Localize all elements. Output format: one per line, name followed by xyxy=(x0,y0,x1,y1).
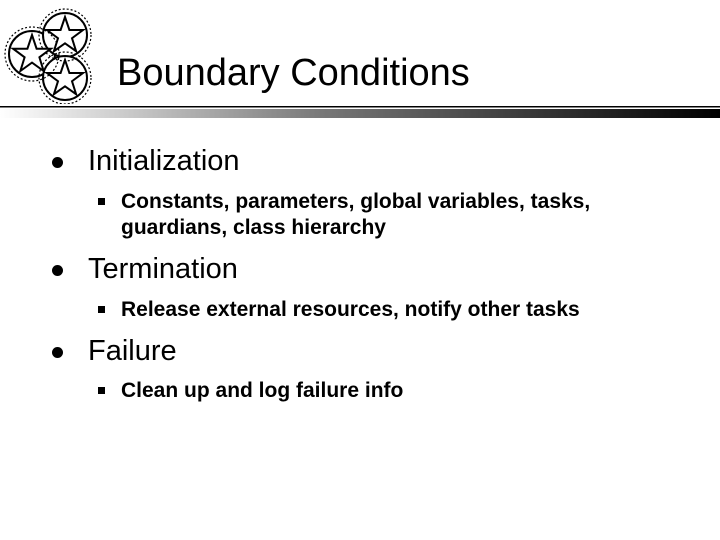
bullet-failure: Failure xyxy=(88,335,177,367)
sub-bullet-initialization: Constants, parameters, global variables, tasks, guardians, class hierarchy xyxy=(121,190,591,239)
title-divider xyxy=(0,106,720,120)
stars-cluster-icon xyxy=(4,8,94,104)
bullet-dot xyxy=(52,347,63,358)
bullet-termination: Termination xyxy=(88,253,238,285)
sub-bullet-square xyxy=(98,306,105,313)
bullet-dot xyxy=(52,157,63,168)
slide-title: Boundary Conditions xyxy=(117,52,470,94)
sub-bullet-failure: Clean up and log failure info xyxy=(121,379,404,402)
bullet-dot xyxy=(52,265,63,276)
sub-bullet-square xyxy=(98,198,105,205)
sub-bullet-termination: Release external resources, notify other tasks xyxy=(121,298,580,321)
bullet-initialization: Initialization xyxy=(88,145,240,177)
sub-bullet-square xyxy=(98,387,105,394)
